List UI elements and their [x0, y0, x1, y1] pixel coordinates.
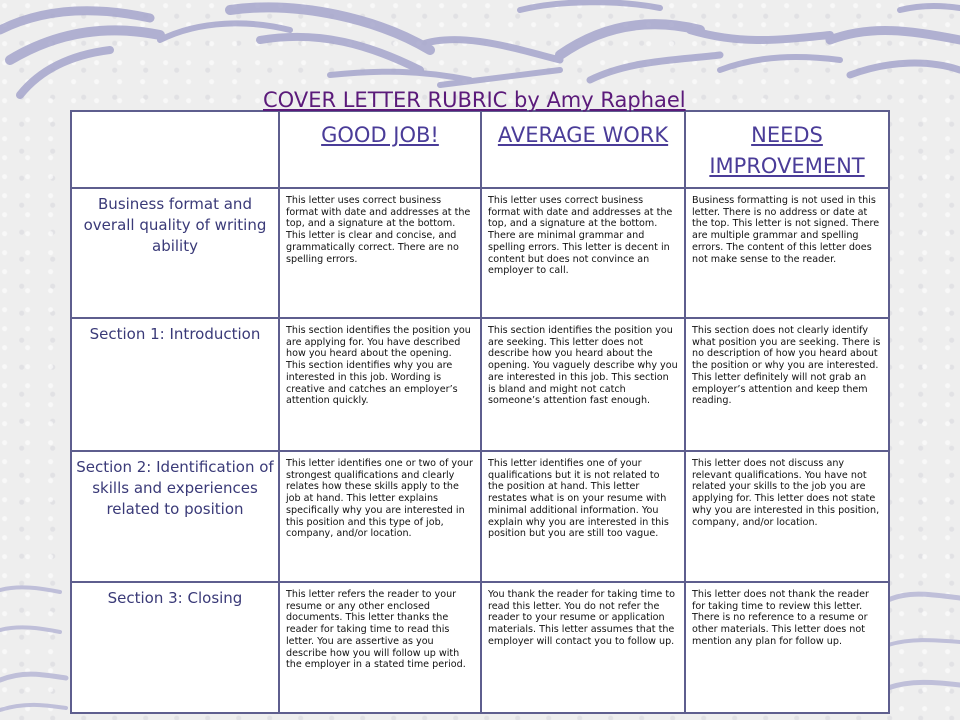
good-cell: This letter identifies one or two of your strongest qualifications and clearly relates how these skills apply to the job at hand. This letter explains specifically why you are interested in this position and this type of job, company, and/or location. — [279, 451, 481, 582]
header-average-label: AVERAGE WORK — [497, 123, 669, 147]
header-cell-empty — [71, 111, 279, 188]
header-cell-needs — [685, 111, 889, 188]
average-cell: This letter identifies one of your qualifications but it is not related to the position at hand. This letter restates what is on your resume with minimal additional information. You explain why you are interested in this position but you are still too vague. — [481, 451, 685, 582]
header-needs-label: NEEDS IMPROVEMENT — [709, 123, 865, 178]
criterion-cell: Business format and overall quality of writing ability — [71, 188, 279, 318]
header-cell-average — [481, 111, 685, 188]
average-cell: This section identifies the position you are seeking. This letter does not describe how you heard about the opening. You vaguely describe why you are interested in this job. This section is bland and might not catch someone’s attention fast enough. — [481, 318, 685, 451]
good-cell: This letter refers the reader to your resume or any other enclosed documents. This letter thanks the reader for taking time to read this letter. You are assertive as you describe how you will follow up with the employer in a stated time period. — [279, 582, 481, 713]
needs-cell: This section does not clearly identify what position you are seeking. There is no description of how you heard about the position or why you are interested. This letter definitely will not grab an employer’s attention and keep them reading. — [685, 318, 889, 451]
page-title: COVER LETTER RUBRIC by Amy Raphael — [263, 88, 686, 112]
rubric-table — [70, 110, 890, 714]
table-row — [71, 582, 889, 713]
average-cell: You thank the reader for taking time to read this letter. You do not refer the reader to your resume or application materials. This letter assumes that the employer will contact you to follow up. — [481, 582, 685, 713]
criterion-cell: Section 3: Closing — [71, 582, 279, 713]
header-cell-good — [279, 111, 481, 188]
criterion-cell: Section 2: Identification of skills and experiences related to position — [71, 451, 279, 582]
table-row — [71, 188, 889, 318]
needs-cell: Business formatting is not used in this letter. There is no address or date at the top. This letter is not signed. There are multiple grammar and spelling errors. The content of this letter does not make sense to the reader. — [685, 188, 889, 318]
good-cell: This section identifies the position you are applying for. You have described how you heard about the opening. This section identifies why you are interested in this job. Wording is creative and catches an employer’s attention quickly. — [279, 318, 481, 451]
header-good-label: GOOD JOB! — [321, 123, 439, 147]
table-row — [71, 318, 889, 451]
criterion-cell: Section 1: Introduction — [71, 318, 279, 451]
table-row — [71, 451, 889, 582]
average-cell: This letter uses correct business format with date and addresses at the top, and a signature at the bottom. There are minimal grammar and spelling errors. This letter is decent in content but does not convince an employer to call. — [481, 188, 685, 318]
needs-cell: This letter does not discuss any relevant qualifications. You have not related your skills to the job you are applying for. This letter does not state why you are interested in this position, company, and/or location. — [685, 451, 889, 582]
good-cell: This letter uses correct business format with date and addresses at the top, and a signature at the bottom. This letter is clear and concise, and grammatically correct. There are no spelling errors. — [279, 188, 481, 318]
needs-cell: This letter does not thank the reader for taking time to review this letter. There is no reference to a resume or other materials. This letter does not mention any plan for follow up. — [685, 582, 889, 713]
swirl-top-icon — [0, 0, 960, 100]
header-row — [71, 111, 889, 188]
